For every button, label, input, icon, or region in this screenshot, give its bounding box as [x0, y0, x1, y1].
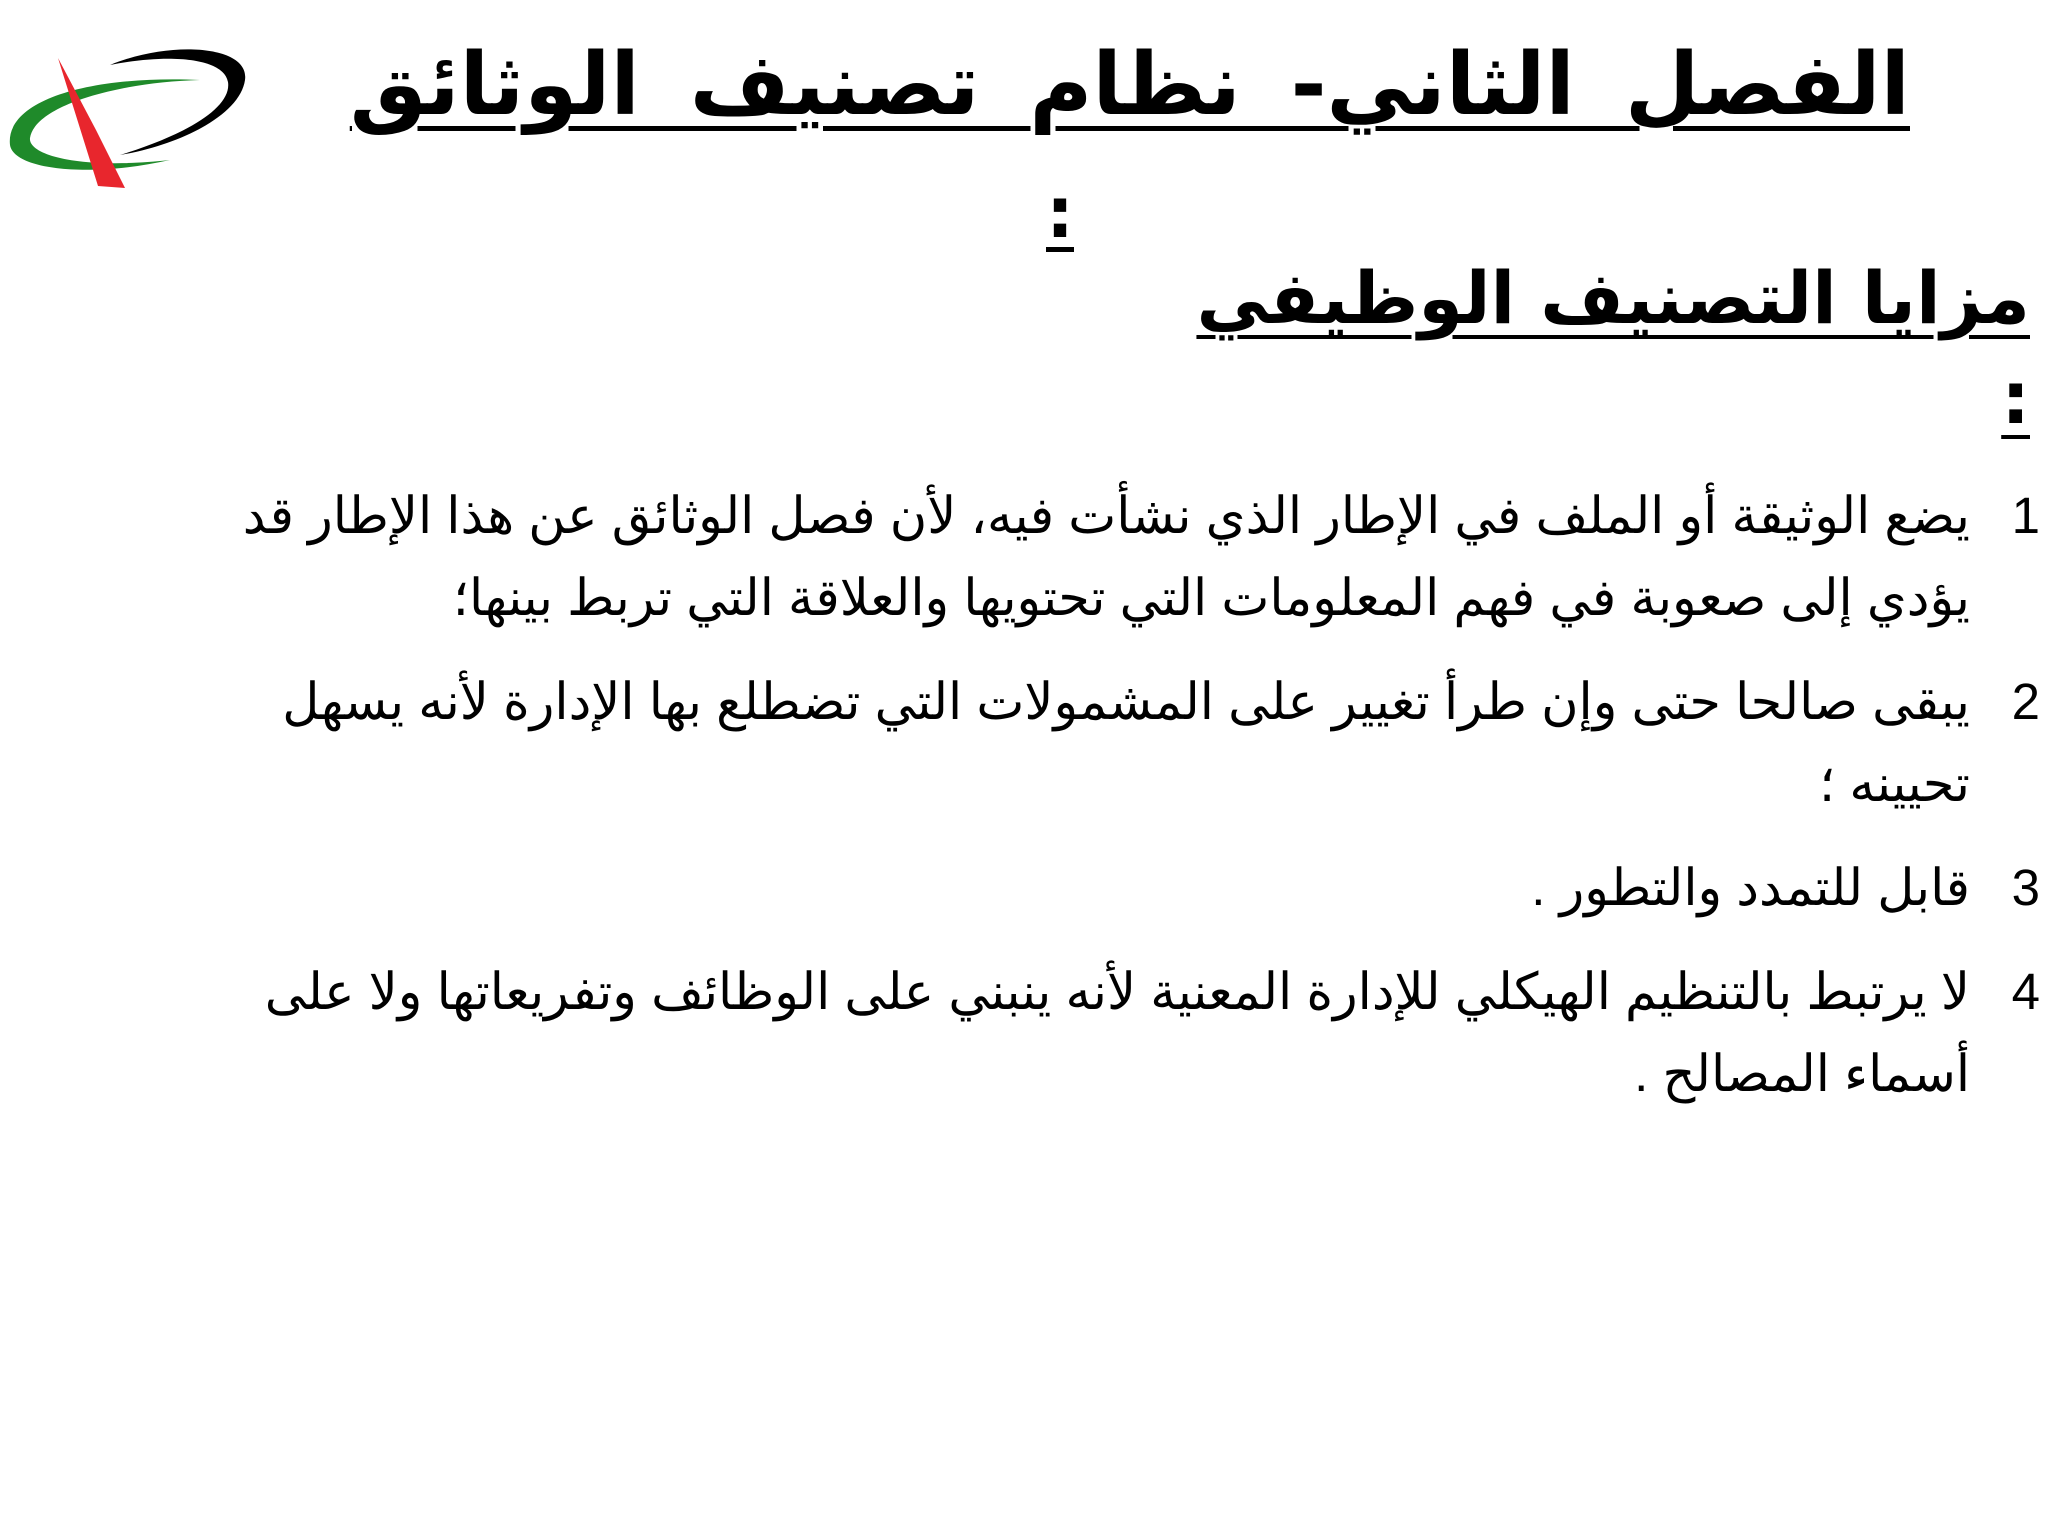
slide-subtitle: مزايا التصنيف الوظيفي : — [1196, 256, 2030, 440]
list-item-text: يضع الوثيقة أو الملف في الإطار الذي نشأت فيه، لأن فصل الوثائق عن هذا الإطار قد يؤدي إلى صعوبة في فهم المعلومات التي تحتويها والعلاقة التي تربط بينها؛ — [242, 487, 1970, 626]
list-item-number: 4 — [2011, 963, 2040, 1020]
list-item — [160, 475, 2040, 639]
list-item-text: لا يرتبط بالتنظيم الهيكلي للإدارة المعنية لأنه ينبني على الوظائف وتفريعاتها ولا على أسماء المصالح . — [264, 963, 1970, 1102]
list-item-text: قابل للتمدد والتطور . — [1531, 859, 1970, 916]
list-item — [160, 661, 2040, 825]
slide-title-colon: : — [1046, 172, 1074, 254]
list-item-text: يبقى صالحا حتى وإن طرأ تغيير على المشمولات التي تضطلع بها الإدارة لأنه يسهل تحيينه ؛ — [282, 673, 1970, 812]
list-item — [160, 847, 2040, 929]
list-item-number: 3 — [2011, 859, 2040, 916]
list-item-number: 2 — [2011, 673, 2040, 730]
advantages-list — [160, 475, 2040, 1137]
list-item — [160, 951, 2040, 1115]
list-item-number: 1 — [2011, 487, 2040, 544]
slide-title: الفصل الثاني- نظام تصنيف الوثائق — [349, 35, 1910, 135]
